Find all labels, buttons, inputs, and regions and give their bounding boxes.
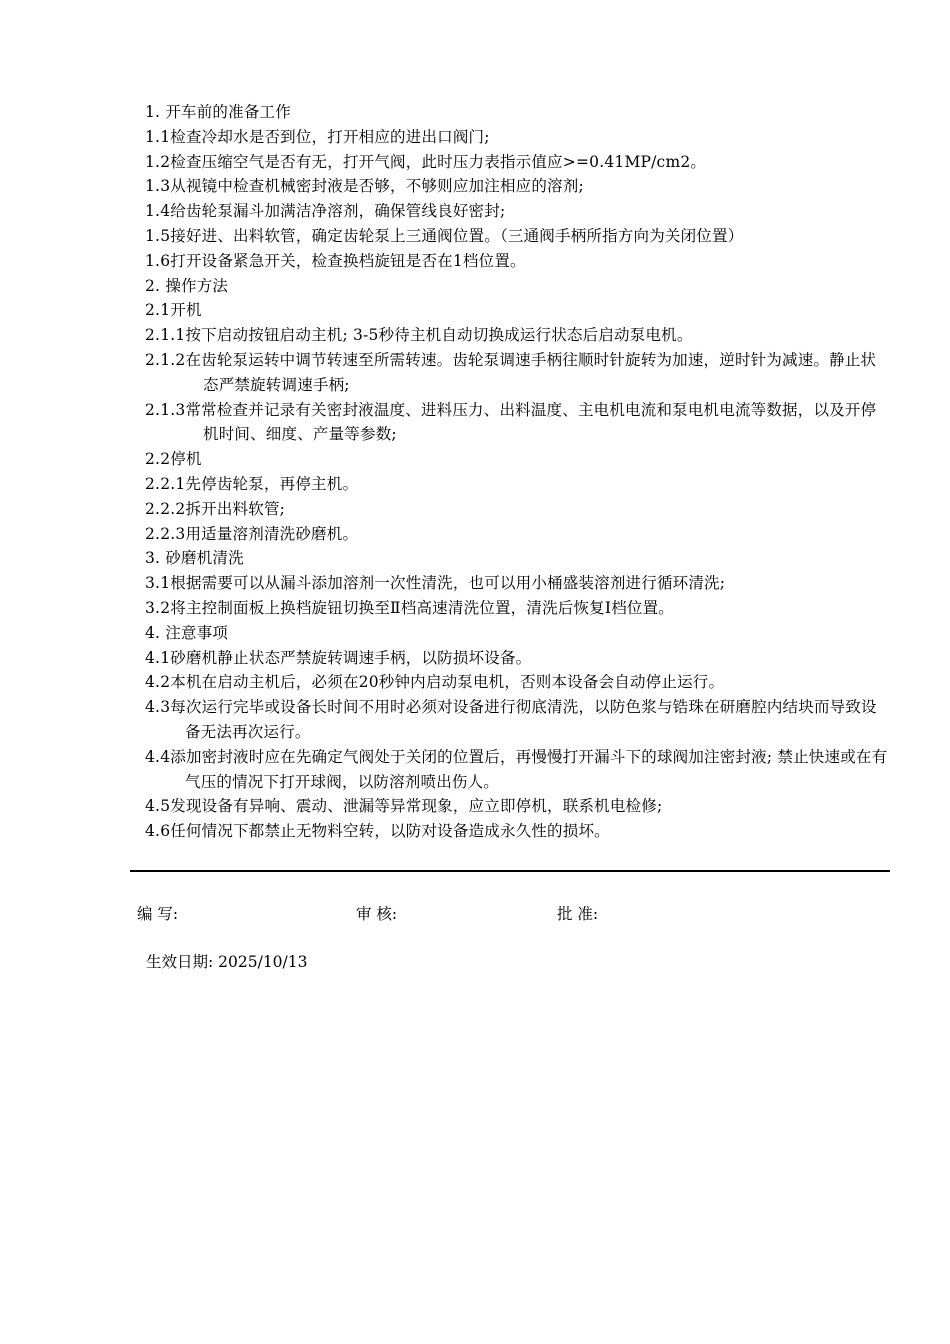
- section-heading-3: 3. 砂磨机清洗: [145, 549, 244, 568]
- item-4-1: 4.1砂磨机静止状态严禁旋转调速手柄，以防损坏设备。: [145, 648, 532, 667]
- item-2-2-2: 2.2.2拆开出料软管;: [145, 499, 286, 518]
- subsection-2-2: 2.2停机: [145, 450, 202, 469]
- item-4-3: 4.3每次运行完毕或设备长时间不用时必须对设备进行彻底清洗，以防色浆与锆珠在研磨腔内结块而导致设备无法再次运行。: [145, 698, 877, 741]
- item-2-2-1: 2.2.1先停齿轮泵，再停主机。: [145, 474, 359, 493]
- approver-signature-label: 批 准:: [557, 905, 599, 923]
- item-1-1: 1.1检查冷却水是否到位，打开相应的进出口阀门;: [145, 127, 490, 146]
- item-4-4: 4.4添加密封液时应在先确定气阀处于关闭的位置后，再慢慢打开漏斗下的球阀加注密封液; 禁止快速或在有气压的情况下打开球阀，以防溶剂喷出伤人。: [145, 747, 888, 791]
- document-body: [145, 100, 890, 844]
- item-2-1-3: 2.1.3常常检查并记录有关密封液温度、进料压力、出料温度、主电机电流和泵电机电流等数据，以及开停机时间、细度、产量等参数;: [145, 400, 877, 444]
- item-2-1-1: 2.1.1按下启动按钮启动主机; 3-5秒待主机自动切换成运行状态后启动泵电机。: [145, 326, 693, 345]
- effective-date: 生效日期: 2025/10/13: [146, 953, 308, 971]
- section-heading-4: 4. 注意事项: [145, 623, 229, 642]
- item-1-2: 1.2检查压缩空气是否有无，打开气阀，此时压力表指示值应>=0.41MP/cm2。: [145, 152, 707, 171]
- reviewer-signature-label: 审 核:: [356, 905, 398, 923]
- item-4-5: 4.5发现设备有异响、震动、泄漏等异常现象，应立即停机，联系机电检修;: [145, 797, 663, 816]
- section-heading-2: 2. 操作方法: [145, 276, 229, 295]
- divider-line: [130, 870, 890, 872]
- item-1-4: 1.4给齿轮泵漏斗加满洁净溶剂，确保管线良好密封;: [145, 202, 506, 221]
- item-2-1-2: 2.1.2在齿轮泵运转中调节转速至所需转速。齿轮泵调速手柄往顺时针旋转为加速，逆时针为减速。静止状态严禁旋转调速手柄;: [145, 350, 877, 394]
- item-4-2: 4.2本机在启动主机后，必须在20秒钟内启动泵电机，否则本设备会自动停止运行。: [145, 673, 725, 692]
- item-3-1: 3.1根据需要可以从漏斗添加溶剂一次性清洗，也可以用小桶盛装溶剂进行循环清洗;: [145, 574, 726, 593]
- item-1-6: 1.6打开设备紧急开关，检查换档旋钮是否在1档位置。: [145, 251, 526, 270]
- item-1-3: 1.3从视镜中检查机械密封液是否够，不够则应加注相应的溶剂;: [145, 177, 584, 196]
- item-3-2: 3.2将主控制面板上换档旋钮切换至Ⅱ档高速清洗位置，清洗后恢复Ⅰ档位置。: [145, 598, 675, 617]
- section-heading-1: 1. 开车前的准备工作: [145, 103, 291, 121]
- item-2-2-3: 2.2.3用适量溶剂清洗砂磨机。: [145, 524, 359, 543]
- author-signature-label: 编 写:: [137, 905, 179, 923]
- item-1-5: 1.5接好进、出料软管，确定齿轮泵上三通阀位置。（三通阀手柄所指方向为关闭位置）: [145, 226, 744, 245]
- subsection-2-1: 2.1开机: [145, 301, 202, 320]
- item-4-6: 4.6任何情况下都禁止无物料空转，以防对设备造成永久性的损坏。: [145, 822, 610, 841]
